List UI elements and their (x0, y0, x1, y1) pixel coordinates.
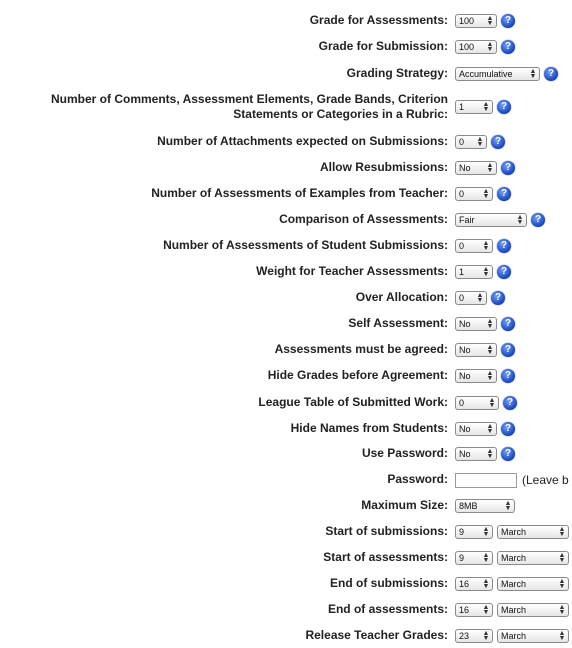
chevron-updown-icon: ▲ ▼ (482, 188, 490, 200)
chevron-updown-icon: ▲ ▼ (488, 397, 496, 409)
end-assessments-day-select[interactable]: 16 ▲ ▼ (455, 603, 493, 617)
chevron-updown-icon: ▲ ▼ (482, 578, 490, 590)
num-examples-label: Number of Assessments of Examples from Teacher: (151, 186, 448, 200)
chevron-updown-icon: ▲ ▼ (486, 344, 494, 356)
chevron-updown-icon: ▲ ▼ (529, 68, 537, 80)
chevron-updown-icon: ▲ ▼ (486, 448, 494, 460)
grading-strategy-select[interactable]: Accumulative ▲ ▼ (455, 67, 540, 81)
grade-assessments-select[interactable]: 100 ▲ ▼ (455, 14, 497, 28)
start-submissions-day-select[interactable]: 9 ▲ ▼ (455, 525, 493, 539)
hide-grades-label: Hide Grades before Agreement: (267, 368, 448, 382)
help-icon[interactable]: ? (501, 422, 515, 436)
allow-resubmissions-label: Allow Resubmissions: (319, 160, 448, 174)
chevron-updown-icon: ▲ ▼ (482, 240, 490, 252)
help-icon[interactable]: ? (501, 40, 515, 54)
hide-names-select[interactable]: No ▲ ▼ (455, 422, 497, 436)
num-comments-label: Number of Comments, Assessment Elements, Grade Bands, Criterion Statements or Categories in a Rubric: (51, 92, 448, 121)
release-grades-day-select[interactable]: 23 ▲ ▼ (455, 629, 493, 643)
help-icon[interactable]: ? (501, 317, 515, 331)
chevron-updown-icon: ▲ ▼ (558, 630, 566, 642)
grade-assessments-label: Grade for Assessments: (309, 13, 448, 27)
hide-grades-select[interactable]: No ▲ ▼ (455, 369, 497, 383)
help-icon[interactable]: ? (501, 343, 515, 357)
chevron-updown-icon: ▲ ▼ (486, 15, 494, 27)
chevron-updown-icon: ▲ ▼ (558, 552, 566, 564)
release-grades-label: Release Teacher Grades: (305, 628, 448, 642)
start-submissions-label: Start of submissions: (325, 524, 448, 538)
release-grades-month-select[interactable]: March ▲ ▼ (497, 629, 569, 643)
max-size-label: Maximum Size: (361, 498, 448, 512)
use-password-select[interactable]: No ▲ ▼ (455, 447, 497, 461)
start-submissions-month-select[interactable]: March ▲ ▼ (497, 525, 569, 539)
help-icon[interactable]: ? (491, 291, 505, 305)
self-assessment-select[interactable]: No ▲ ▼ (455, 317, 497, 331)
help-icon[interactable]: ? (497, 239, 511, 253)
chevron-updown-icon: ▲ ▼ (558, 604, 566, 616)
grading-strategy-label: Grading Strategy: (346, 66, 448, 80)
help-icon[interactable]: ? (503, 396, 517, 410)
password-input[interactable] (455, 473, 517, 488)
end-assessments-label: End of assessments: (327, 602, 448, 616)
help-icon[interactable]: ? (501, 447, 515, 461)
chevron-updown-icon: ▲ ▼ (486, 370, 494, 382)
grade-submission-label: Grade for Submission: (318, 39, 448, 53)
comparison-select[interactable]: Fair ▲ ▼ (455, 213, 527, 227)
end-assessments-month-select[interactable]: March ▲ ▼ (497, 603, 569, 617)
chevron-updown-icon: ▲ ▼ (476, 136, 484, 148)
help-icon[interactable]: ? (491, 135, 505, 149)
chevron-updown-icon: ▲ ▼ (482, 630, 490, 642)
hide-names-label: Hide Names from Students: (290, 421, 448, 435)
chevron-updown-icon: ▲ ▼ (476, 292, 484, 304)
help-icon[interactable]: ? (501, 14, 515, 28)
end-submissions-label: End of submissions: (329, 576, 448, 590)
over-allocation-label: Over Allocation: (355, 290, 448, 304)
num-attachments-select[interactable]: 0 ▲ ▼ (455, 135, 487, 149)
chevron-updown-icon: ▲ ▼ (482, 526, 490, 538)
help-icon[interactable]: ? (497, 100, 511, 114)
password-note: (Leave b (522, 473, 569, 487)
chevron-updown-icon: ▲ ▼ (482, 604, 490, 616)
league-table-label: League Table of Submitted Work: (258, 395, 448, 409)
chevron-updown-icon: ▲ ▼ (558, 578, 566, 590)
chevron-updown-icon: ▲ ▼ (486, 318, 494, 330)
num-examples-select[interactable]: 0 ▲ ▼ (455, 187, 493, 201)
must-agree-label: Assessments must be agreed: (274, 342, 448, 356)
chevron-updown-icon: ▲ ▼ (558, 526, 566, 538)
self-assessment-label: Self Assessment: (348, 316, 448, 330)
comparison-label: Comparison of Assessments: (279, 212, 448, 226)
password-label: Password: (387, 472, 448, 486)
chevron-updown-icon: ▲ ▼ (486, 41, 494, 53)
over-allocation-select[interactable]: 0 ▲ ▼ (455, 291, 487, 305)
use-password-label: Use Password: (361, 446, 448, 460)
help-icon[interactable]: ? (544, 67, 558, 81)
chevron-updown-icon: ▲ ▼ (486, 162, 494, 174)
help-icon[interactable]: ? (497, 187, 511, 201)
help-icon[interactable]: ? (501, 369, 515, 383)
chevron-updown-icon: ▲ ▼ (504, 500, 512, 512)
num-student-assess-select[interactable]: 0 ▲ ▼ (455, 239, 493, 253)
must-agree-select[interactable]: No ▲ ▼ (455, 343, 497, 357)
weight-teacher-label: Weight for Teacher Assessments: (256, 264, 448, 278)
chevron-updown-icon: ▲ ▼ (482, 266, 490, 278)
end-submissions-month-select[interactable]: March ▲ ▼ (497, 577, 569, 591)
start-assessments-label: Start of assessments: (323, 550, 448, 564)
max-size-select[interactable]: 8MB ▲ ▼ (455, 499, 515, 513)
chevron-updown-icon: ▲ ▼ (516, 214, 524, 226)
weight-teacher-select[interactable]: 1 ▲ ▼ (455, 265, 493, 279)
grade-submission-select[interactable]: 100 ▲ ▼ (455, 40, 497, 54)
allow-resubmissions-select[interactable]: No ▲ ▼ (455, 161, 497, 175)
chevron-updown-icon: ▲ ▼ (486, 423, 494, 435)
chevron-updown-icon: ▲ ▼ (482, 552, 490, 564)
start-assessments-day-select[interactable]: 9 ▲ ▼ (455, 551, 493, 565)
num-comments-select[interactable]: 1 ▲ ▼ (455, 100, 493, 114)
num-attachments-label: Number of Attachments expected on Submissions: (157, 134, 448, 148)
help-icon[interactable]: ? (501, 161, 515, 175)
league-table-select[interactable]: 0 ▲ ▼ (455, 396, 499, 410)
num-student-assess-label: Number of Assessments of Student Submissions: (163, 238, 448, 252)
end-submissions-day-select[interactable]: 16 ▲ ▼ (455, 577, 493, 591)
start-assessments-month-select[interactable]: March ▲ ▼ (497, 551, 569, 565)
help-icon[interactable]: ? (497, 265, 511, 279)
help-icon[interactable]: ? (531, 213, 545, 227)
chevron-updown-icon: ▲ ▼ (482, 101, 490, 113)
